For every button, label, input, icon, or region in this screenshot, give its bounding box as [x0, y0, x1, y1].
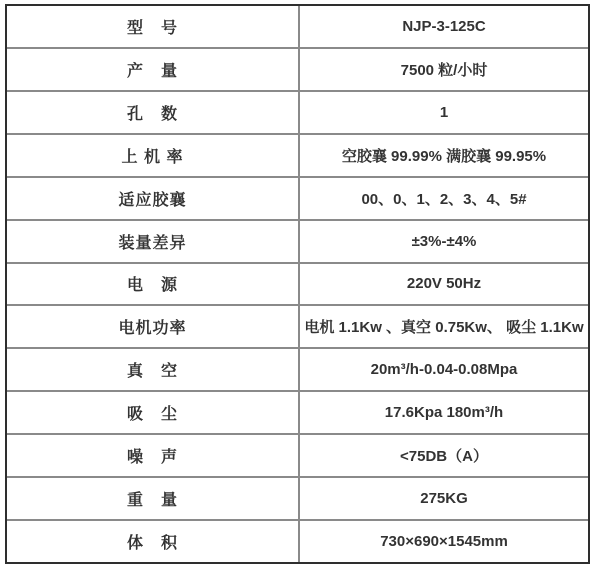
table-row: [7, 478, 588, 521]
spec-label: 适应胶襄: [7, 178, 300, 219]
table-row: [7, 92, 588, 135]
spec-label: 吸 尘: [7, 392, 300, 433]
spec-value: 1: [439, 103, 449, 121]
table-row: [7, 349, 588, 392]
spec-label: 真 空: [7, 349, 300, 390]
spec-label: 孔 数: [7, 92, 300, 133]
spec-value: 7500 粒/小时: [400, 61, 488, 79]
spec-table: [5, 4, 590, 564]
spec-value: NJP-3-125C: [402, 17, 486, 35]
table-row: [7, 178, 588, 221]
spec-value: 00、0、1、2、3、4、5#: [361, 190, 527, 208]
spec-value: 空胶襄 99.99% 满胶襄 99.95%: [341, 147, 547, 165]
spec-value: ±3%-±4%: [411, 232, 477, 250]
table-row: [7, 221, 588, 264]
spec-value: 220V 50Hz: [406, 275, 482, 293]
table-row: [7, 6, 588, 49]
spec-label: 型 号: [7, 6, 300, 47]
spec-label: 电机功率: [7, 306, 300, 347]
spec-label: 产 量: [7, 49, 300, 90]
table-row: [7, 521, 588, 562]
spec-value: 730×690×1545mm: [380, 533, 508, 551]
spec-value: 电机 1.1Kw 、真空 0.75Kw、 吸尘 1.1Kw: [304, 319, 584, 337]
table-row: [7, 435, 588, 478]
spec-value: 275KG: [420, 490, 468, 508]
table-row: [7, 264, 588, 307]
table-row: [7, 135, 588, 178]
table-row: [7, 392, 588, 435]
table-row: [7, 49, 588, 92]
spec-label: 装量差异: [7, 221, 300, 262]
spec-value: 20m³/h-0.04-0.08Mpa: [370, 361, 518, 379]
table-row: [7, 306, 588, 349]
spec-label: 上 机 率: [7, 135, 300, 176]
spec-label: 噪 声: [7, 435, 300, 476]
spec-value: <75DB（A）: [400, 448, 488, 466]
spec-value: 17.6Kpa 180m³/h: [384, 404, 504, 422]
spec-label: 重 量: [7, 478, 300, 519]
spec-label: 电 源: [7, 264, 300, 305]
spec-label: 体 积: [7, 521, 300, 562]
